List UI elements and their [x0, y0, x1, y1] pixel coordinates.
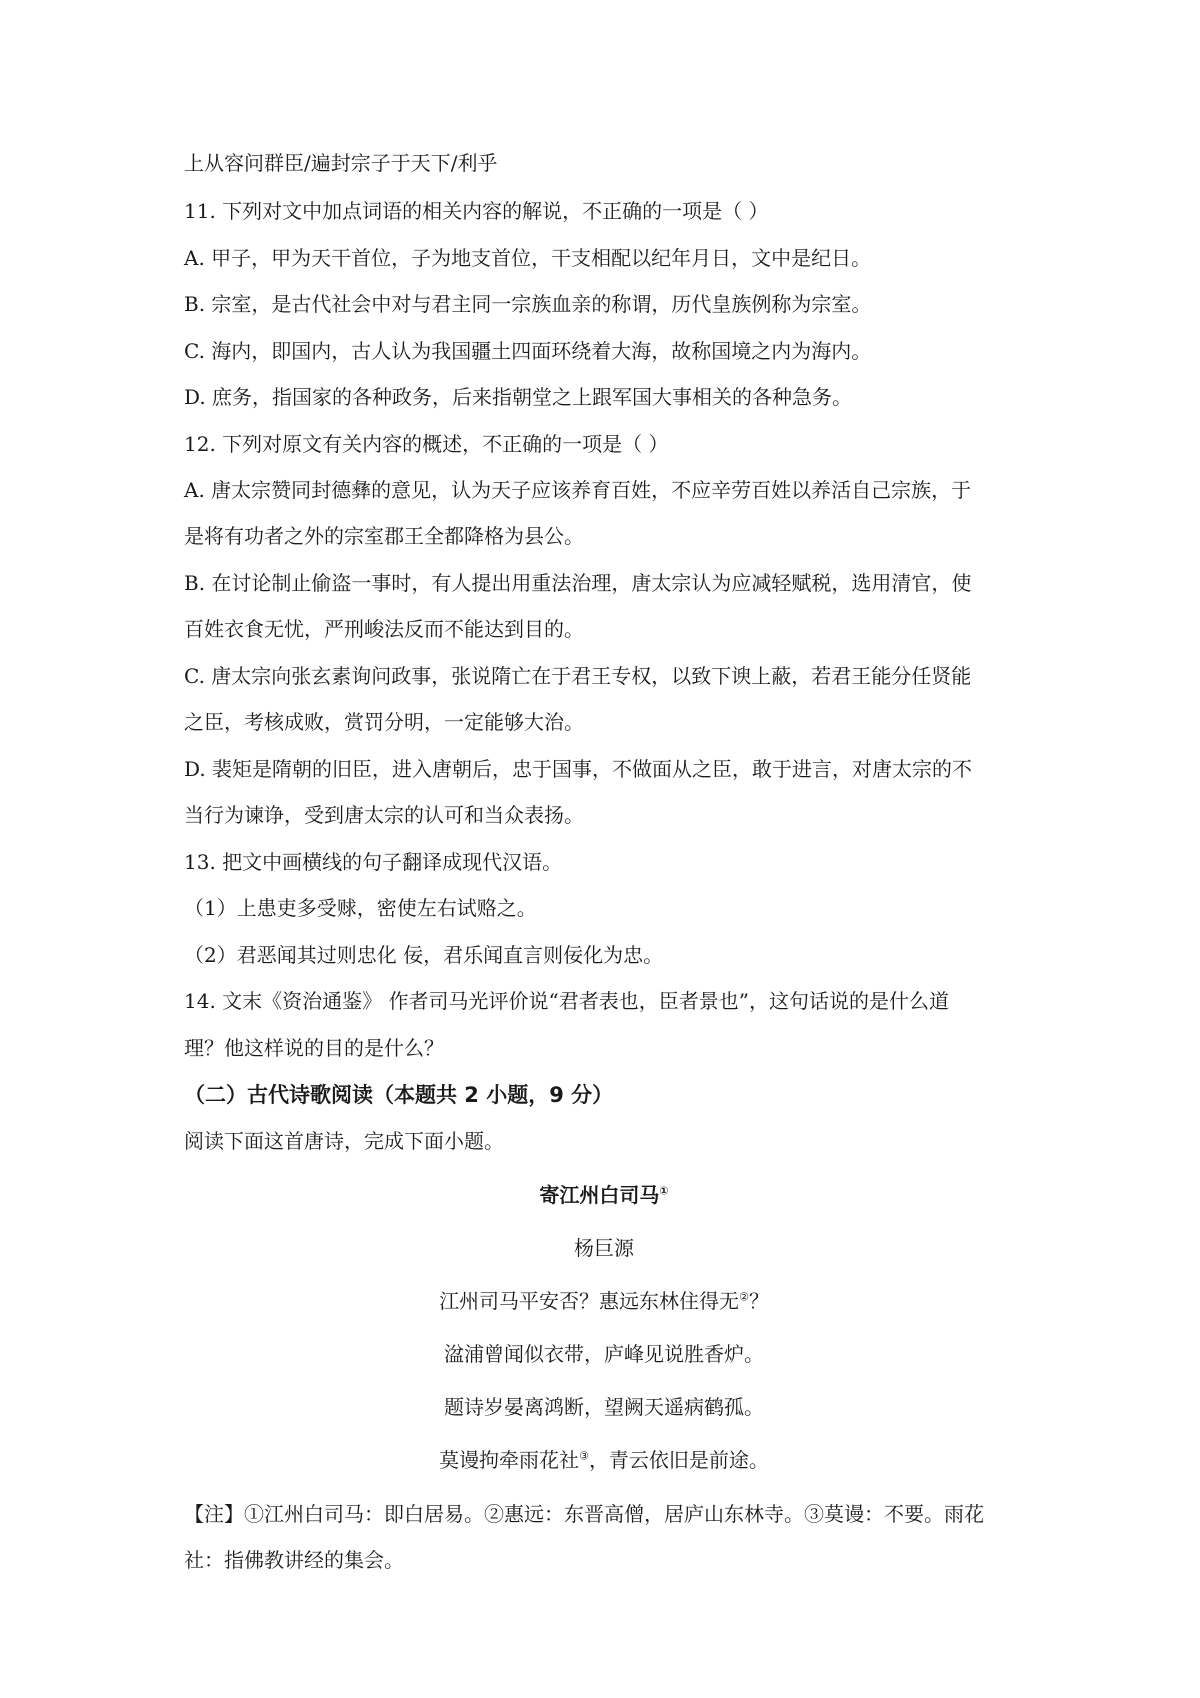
question-12-option-b-line1: B. 在讨论制止偷盗一事时，有人提出用重法治理，唐太宗认为应减轻赋税，选用清官，使	[184, 571, 972, 595]
poem-title	[184, 1180, 1024, 1210]
poem-line-1	[184, 1286, 1024, 1316]
notes-line1: 【注】①江州白司马：即白居易。②惠远：东晋高僧，居庐山东林寺。③莫谩：不要。雨花	[184, 1502, 984, 1526]
poem-line-2: 湓浦曾闻似衣带，庐峰见说胜香炉。	[444, 1342, 764, 1366]
question-13-item-1: （1）上患吏多受赇，密使左右试赂之。	[184, 896, 537, 920]
poem-line-1-end: ？	[748, 1289, 769, 1313]
poem-title-text: 寄江州白司马	[539, 1183, 660, 1207]
poem-line-3: 题诗岁晏离鸿断，望阙天遥病鹤孤。	[444, 1395, 764, 1419]
question-12-option-c-line2: 之臣，考核成败，赏罚分明，一定能够大治。	[184, 710, 584, 734]
question-14-line1: 14. 文末《资治通鉴》 作者司马光评价说“君者表也，臣者景也”，这句话说的是什么道	[184, 989, 949, 1013]
answer-line: 上从容问群臣/遍封宗子于天下/利乎	[184, 151, 498, 175]
poem-line-4-note-mark: ③	[579, 1449, 589, 1463]
notes-line2: 社：指佛教讲经的集会。	[184, 1548, 404, 1572]
reading-instruction: 阅读下面这首唐诗，完成下面小题。	[184, 1129, 504, 1153]
poem-line-1-text: 江州司马平安否？惠远东林住得无	[439, 1289, 740, 1313]
question-12-option-b-line2: 百姓衣食无忧，严刑峻法反而不能达到目的。	[184, 617, 584, 641]
question-11-option-b: B. 宗室，是古代社会中对与君主同一宗族血亲的称谓，历代皇族例称为宗室。	[184, 292, 872, 316]
question-12-option-d-line1: D. 裴矩是隋朝的旧臣，进入唐朝后，忠于国事，不做面从之臣，敢于进言，对唐太宗的不	[184, 757, 973, 781]
poem-author: 杨巨源	[574, 1236, 634, 1260]
question-12-option-d-line2: 当行为谏诤，受到唐太宗的认可和当众表扬。	[184, 803, 584, 827]
question-12: 12. 下列对原文有关内容的概述，不正确的一项是（ ）	[184, 432, 669, 456]
section-heading: （二）古代诗歌阅读（本题共 2 小题，9 分）	[184, 1083, 614, 1107]
poem-line-4-end: ，青云依旧是前途。	[588, 1448, 769, 1472]
question-11-option-c: C. 海内，即国内，古人认为我国疆土四面环绕着大海，故称国境之内为海内。	[184, 339, 872, 363]
question-13: 13. 把文中画横线的句子翻译成现代汉语。	[184, 850, 563, 874]
poem-line-4-start: 莫谩拘牵雨花社	[439, 1448, 580, 1472]
question-11: 11. 下列对文中加点词语的相关内容的解说，不正确的一项是（ ）	[184, 199, 769, 223]
question-13-item-2: （2）君恶闻其过则忠化 佞，君乐闻直言则佞化为忠。	[184, 943, 664, 967]
poem-title-note-mark: ①	[659, 1184, 669, 1198]
poem-line-4	[184, 1445, 1024, 1475]
question-11-option-a: A. 甲子，甲为天干首位，子为地支首位，干支相配以纪年月日，文中是纪日。	[184, 246, 872, 270]
question-12-option-a-line1: A. 唐太宗赞同封德彝的意见，认为天子应该养育百姓，不应辛劳百姓以养活自己宗族，于	[184, 478, 972, 502]
question-12-option-a-line2: 是将有功者之外的宗室郡王全都降格为县公。	[184, 524, 584, 548]
question-12-option-c-line1: C. 唐太宗向张玄素询问政事，张说隋亡在于君王专权，以致下谀上蔽，若君王能分任贤能	[184, 664, 972, 688]
question-14-line2: 理？他这样说的目的是什么？	[184, 1036, 444, 1060]
poem-line-1-note-mark: ②	[739, 1290, 749, 1304]
question-11-option-d: D. 庶务，指国家的各种政务，后来指朝堂之上跟军国大事相关的各种急务。	[184, 385, 853, 409]
